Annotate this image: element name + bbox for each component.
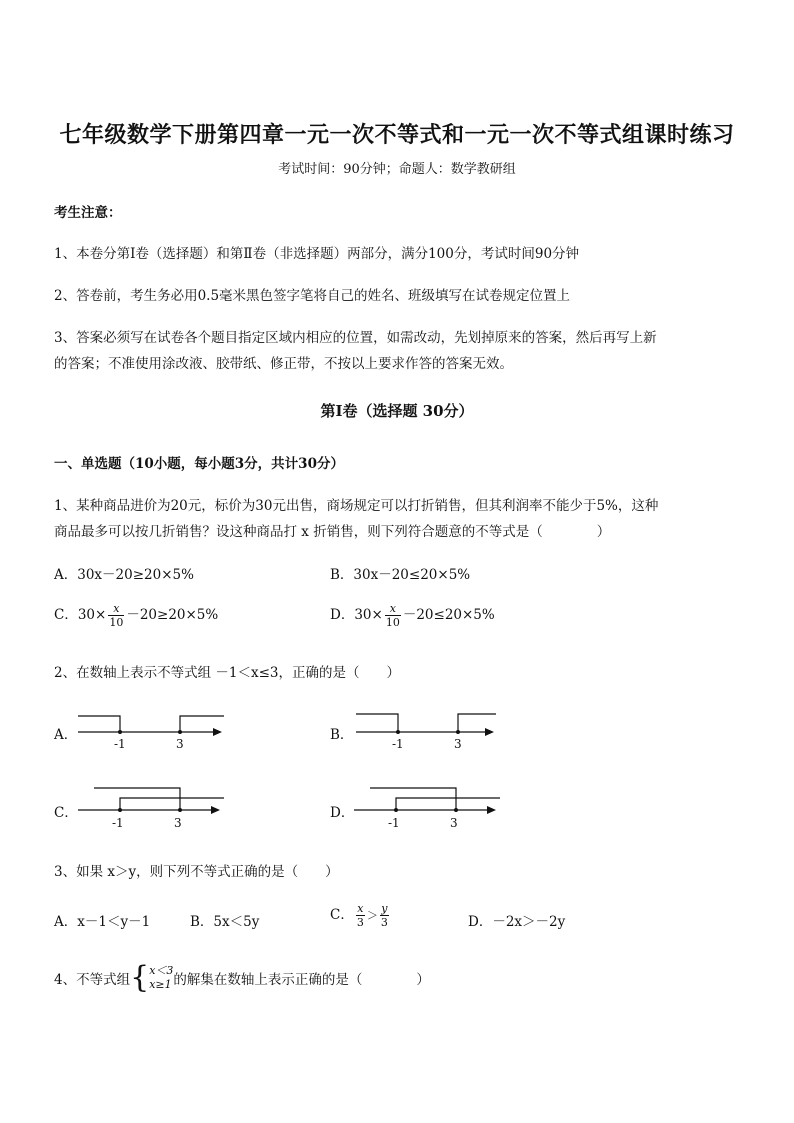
part-heading: 一、单选题（10小题，每小题3分，共计30分） <box>54 456 344 472</box>
q3-fraction-y <box>380 902 389 929</box>
q3-option-c-pre: C． <box>330 907 354 923</box>
q2-option-c-label[interactable]: C． <box>54 805 78 821</box>
q2-option-a-numberline[interactable] <box>76 708 236 753</box>
q2-stem: 2、在数轴上表示不等式组 －1＜x≤3，正确的是（ ） <box>54 665 400 681</box>
q2-option-b-numberline[interactable] <box>354 708 514 753</box>
q2-option-c-numberline[interactable] <box>76 780 236 830</box>
notice-item-2: 2、答卷前，考生务必用0.5毫米黑色签字笔将自己的姓名、班级填写在试卷规定位置上 <box>54 288 571 304</box>
q3-option-a[interactable]: A．x－1＜y－1 <box>54 914 151 930</box>
q1-option-c-post: －20≥20×5% <box>126 607 219 623</box>
q3-option-d[interactable]: D．－2x＞－2y <box>468 914 566 930</box>
frac-denominator: 3 <box>356 916 364 929</box>
q2-option-a-label[interactable]: A． <box>54 727 78 743</box>
brace-symbol: { <box>130 960 150 995</box>
tick-label-minus-one: -1 <box>112 816 124 830</box>
q3-option-b[interactable]: B．5x＜5y <box>190 914 260 930</box>
q1-option-b[interactable]: B．30x－20≤20×5% <box>330 567 471 583</box>
q1-option-d-post: －20≤20×5% <box>402 607 495 623</box>
frac-numerator: x <box>385 602 401 616</box>
q2-option-d-label[interactable]: D． <box>330 805 355 821</box>
q1-option-a[interactable]: A．30x－20≥20×5% <box>54 567 194 583</box>
q4-stem-post: 的解集在数轴上表示正确的是（ ） <box>173 972 430 988</box>
tick-label-three: 3 <box>454 737 462 751</box>
q4-inequality-system <box>149 964 173 992</box>
notice-heading: 考生注意： <box>54 205 122 221</box>
tick-label-three: 3 <box>450 816 458 830</box>
q2-option-b-label[interactable]: B． <box>330 727 354 743</box>
notice-item-1: 1、本卷分第Ⅰ卷（选择题）和第Ⅱ卷（非选择题）两部分，满分100分，考试时间90分钟 <box>54 246 580 262</box>
frac-denominator: 10 <box>109 616 124 629</box>
q1-stem-line2: 商品最多可以按几折销售？设这种商品打 x 折销售，则下列符合题意的不等式是（ ） <box>54 524 611 540</box>
q1-option-c-fraction <box>108 602 124 629</box>
frac-numerator: y <box>381 902 388 915</box>
q3-greater-sign: ＞ <box>366 909 378 922</box>
q1-option-d-pre: D．30× <box>330 607 383 623</box>
page-title: 七年级数学下册第四章一元一次不等式和一元一次不等式组课时练习 <box>59 122 735 148</box>
notice-item-3-cont: 的答案；不准使用涂改液、胶带纸、修正带，不按以上要求作答的答案无效。 <box>54 356 513 372</box>
q1-option-d[interactable] <box>330 602 495 629</box>
q4-stem <box>54 960 430 995</box>
section-title: 第Ⅰ卷（选择题 30分） <box>320 402 474 420</box>
frac-denominator: 3 <box>380 916 388 929</box>
q1-option-c[interactable] <box>54 602 218 629</box>
tick-label-three: 3 <box>174 816 182 830</box>
q4-inequality-2: x≥1 <box>149 978 172 991</box>
frac-numerator: x <box>108 602 124 616</box>
q3-fraction-x <box>356 902 365 929</box>
q3-stem: 3、如果 x＞y，则下列不等式正确的是（ ） <box>54 864 339 880</box>
notice-item-3: 3、答案必须写在试卷各个题目指定区域内相应的位置，如需改动，先划掉原来的答案，然后再写上新 <box>54 330 657 346</box>
tick-label-minus-one: -1 <box>388 816 400 830</box>
q3-option-c[interactable] <box>330 902 391 929</box>
q4-inequality-1: x＜3 <box>149 964 174 977</box>
frac-denominator: 10 <box>385 616 400 629</box>
tick-label-minus-one: -1 <box>114 737 126 751</box>
q1-option-c-pre: C．30× <box>54 607 107 623</box>
q2-option-d-numberline[interactable] <box>352 780 512 830</box>
exam-info: 考试时间：90分钟；命题人：数学教研组 <box>278 162 516 177</box>
q4-stem-pre: 4、不等式组 <box>54 972 131 988</box>
tick-label-three: 3 <box>176 737 184 751</box>
frac-numerator: x <box>357 902 364 915</box>
tick-label-minus-one: -1 <box>392 737 404 751</box>
q1-option-d-fraction <box>385 602 401 629</box>
q1-stem-line1: 1、某种商品进价为20元，标价为30元出售，商场规定可以打折销售，但其利润率不能少于5%，这种 <box>54 498 659 514</box>
